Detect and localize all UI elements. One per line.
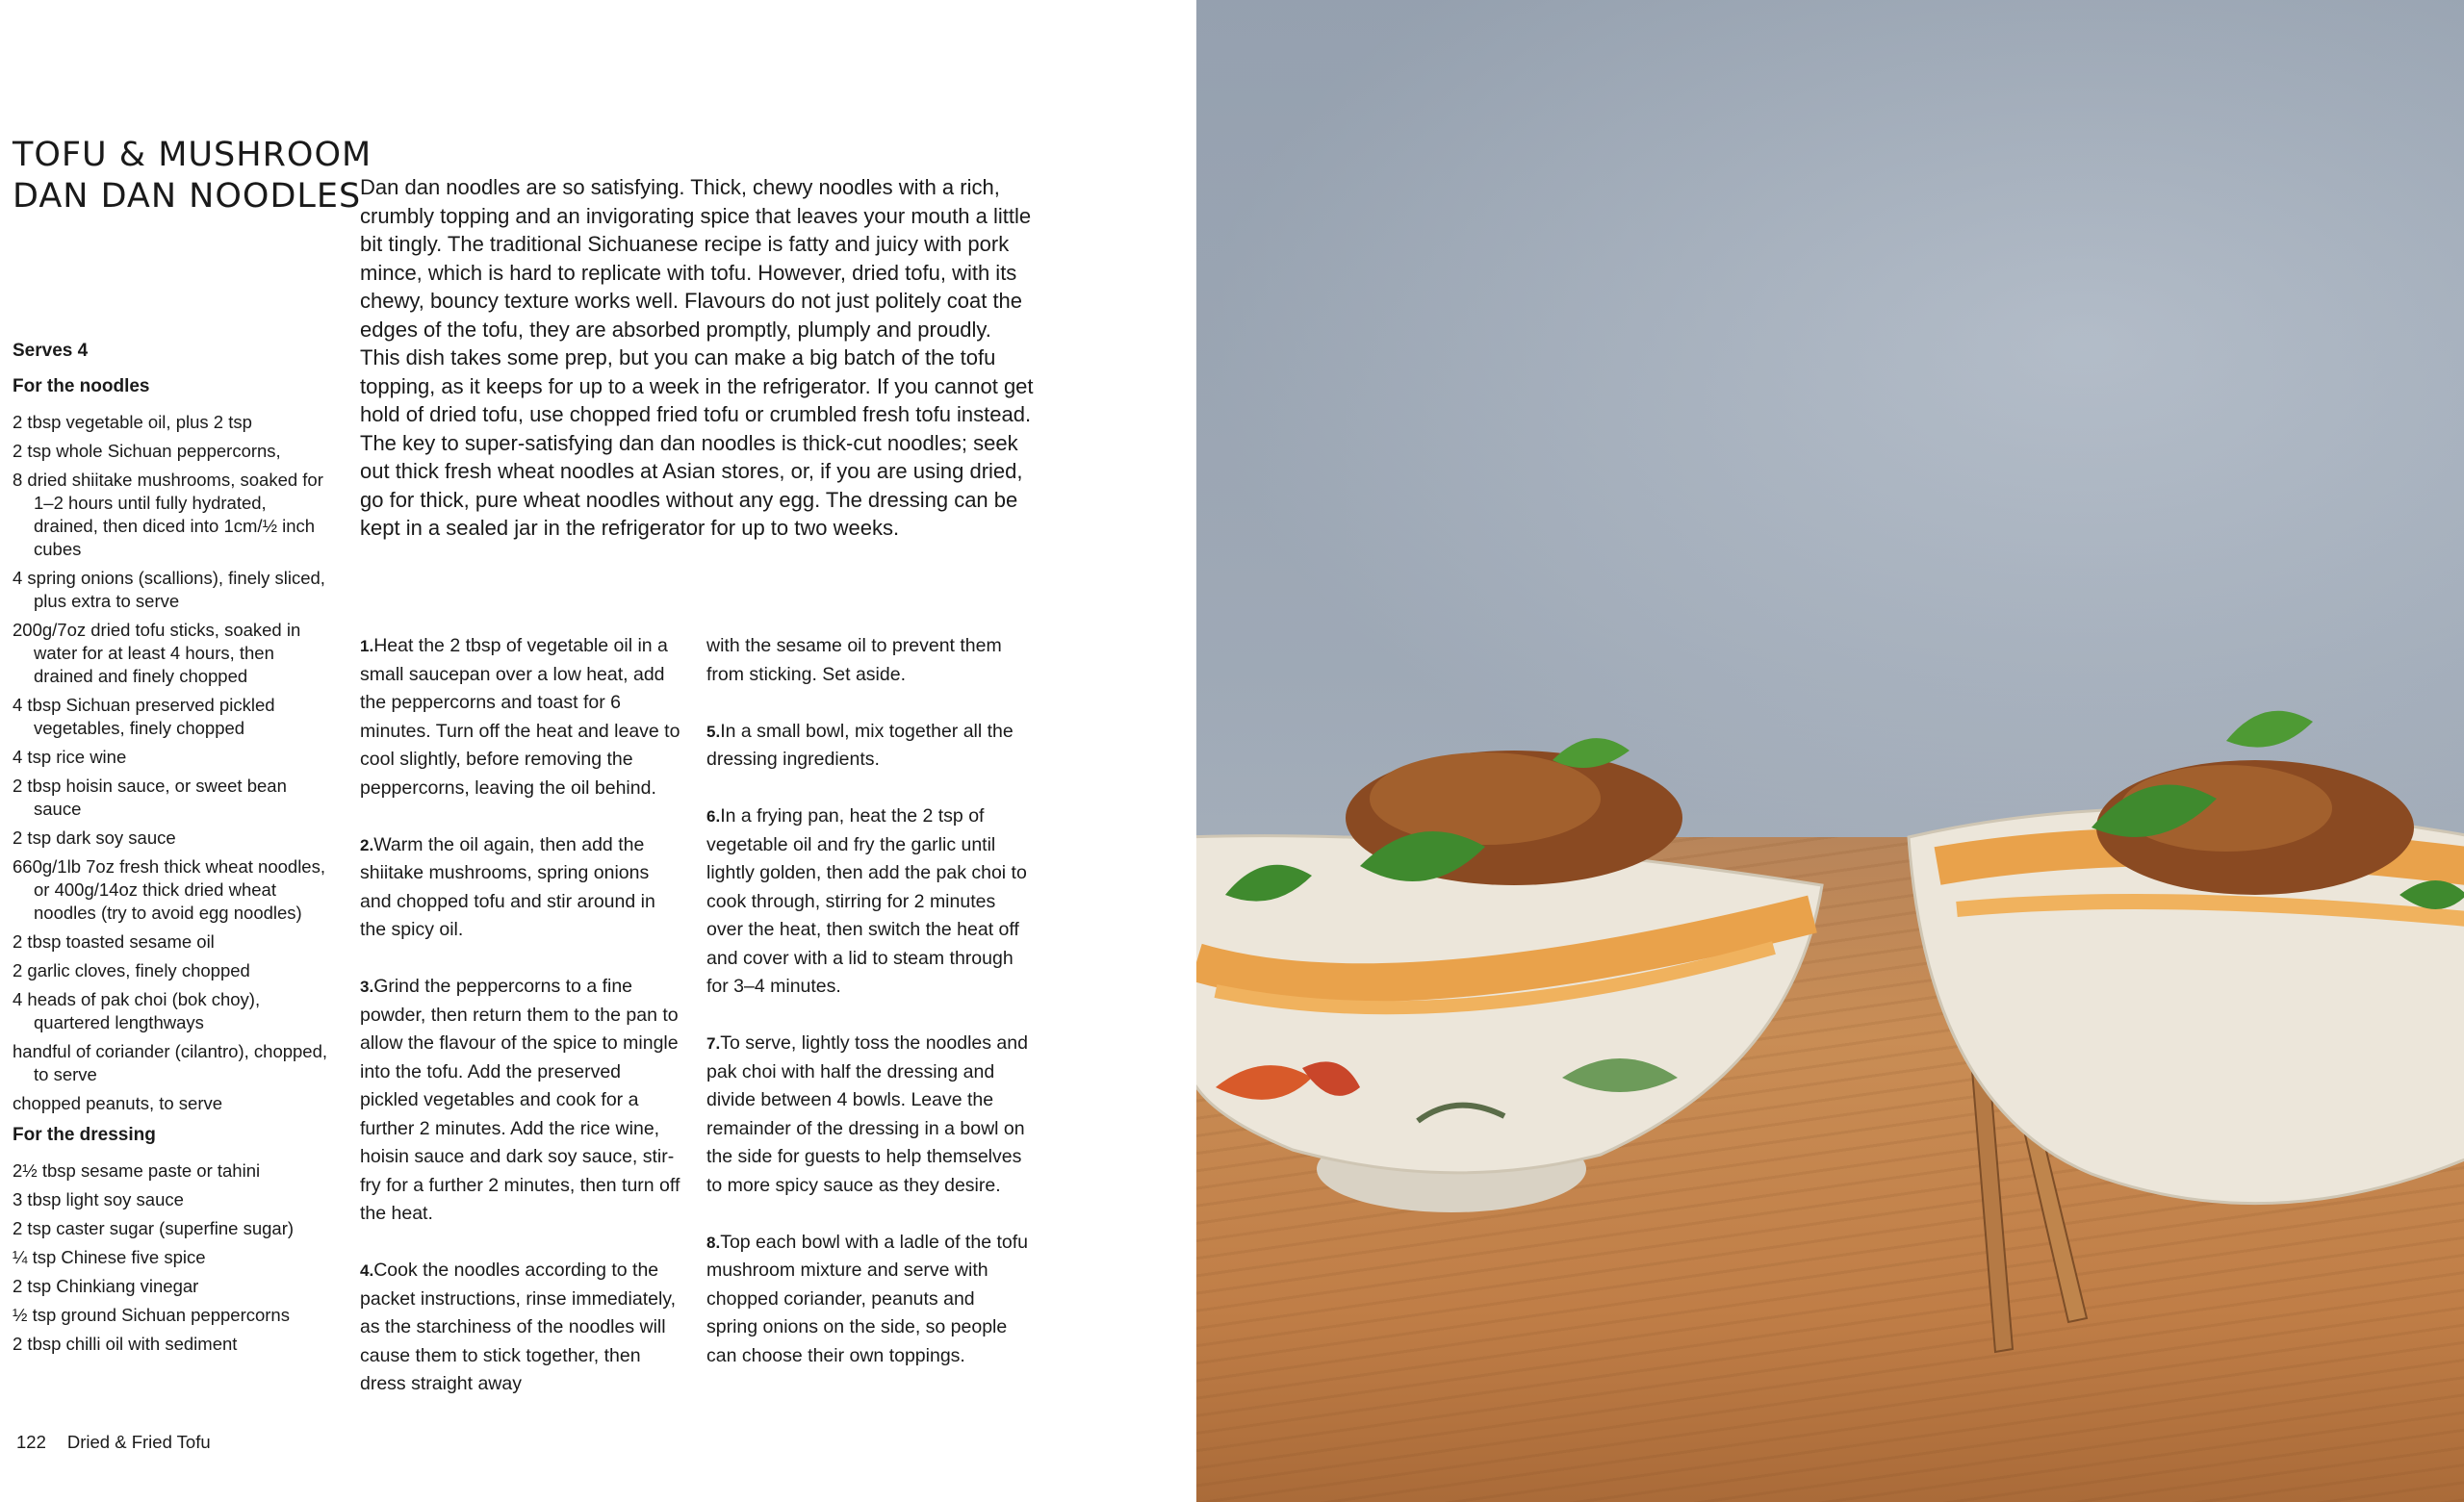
ingredient-item: 4 heads of pak choi (bok choy), quartered lengthways [13, 989, 261, 1032]
ingredient-item: 200g/7oz dried tofu sticks, soaked in water for at least 4 hours, then drained and finely chopped [13, 620, 301, 686]
method-step [360, 632, 682, 802]
step-number: 7. [706, 1034, 721, 1053]
ingredient-item: 2 garlic cloves, finely chopped [13, 960, 250, 980]
method-column-1 [360, 632, 682, 1427]
ingredient-item: 2 tbsp hoisin sauce, or sweet bean sauce [13, 776, 287, 819]
step-number: 5. [706, 722, 721, 741]
step-text: Warm the oil again, then add the shiitake mushrooms, spring onions and chopped tofu and stir around in the spicy oil. [360, 833, 655, 940]
step-number: 1. [360, 637, 374, 655]
method-step-continued [706, 632, 1029, 689]
title-line-1: TOFU & MUSHROOM [13, 136, 372, 174]
noodles-ingredient-list [13, 411, 330, 1115]
title-line-2: DAN DAN NOODLES [13, 177, 362, 216]
ingredient-item: 2 tsp dark soy sauce [13, 827, 176, 848]
ingredient-item: 3 tbsp light soy sauce [13, 1189, 184, 1209]
noodles-heading: For the noodles [13, 376, 150, 396]
method-step [706, 1030, 1029, 1200]
step-text: Top each bowl with a ladle of the tofu mushroom mixture and serve with chopped coriander, peanuts and spring onions on the side, so people can choose their own toppings. [706, 1231, 1028, 1366]
dressing-heading: For the dressing [13, 1125, 156, 1145]
step-text: Grind the peppercorns to a fine powder, then return them to the pan to allow the flavour of the spice to mingle into the tofu. Add the preserved pickled vegetables and cook for a further 2 minutes. Add the rice wine, hoisin sauce and dark soy sauce, stir-fry for a further 2 minutes, then turn off the heat. [360, 976, 680, 1224]
ingredient-item: chopped peanuts, to serve [13, 1093, 223, 1113]
dressing-ingredient-list [13, 1159, 330, 1356]
section-name: Dried & Fried Tofu [66, 1432, 211, 1452]
method-step [360, 831, 682, 945]
intro-paragraph: Dan dan noodles are so satisfying. Thick, chewy noodles with a rich, crumbly topping and an invigorating spice that leaves your mouth a little bit tingly. The traditional Sichuanese recipe is fatty and juicy with pork mince, which is hard to replicate with tofu. However, dried tofu, with its chewy, bouncy texture works well. Flavours do not just politely coat the edges of the tofu, they are absorbed promptly, plumply and proudly. This dish takes some prep, but you can make a big batch of the tofu topping, as it keeps for up to a week in the refrigerator. If you cannot get hold of dried tofu, use chopped fried tofu or crumbled fresh tofu instead. The key to super-satisfying dan dan noodles is thick-cut noodles; seek out thick fresh wheat noodles at Asian stores, or, if you are using dried, go for thick, pure wheat noodles without any egg. The dressing can be kept in a sealed jar in the refrigerator for up to two weeks. [360, 175, 1034, 540]
method-step [706, 1229, 1029, 1371]
ingredient-item: 2 tsp whole Sichuan peppercorns, [13, 441, 281, 461]
ingredient-item: 2 tsp caster sugar (superfine sugar) [13, 1218, 295, 1238]
recipe-title [13, 135, 372, 217]
method-step [706, 802, 1029, 1002]
serves-label: Serves 4 [13, 341, 89, 361]
ingredients-column [13, 340, 330, 1364]
left-bowl [1196, 738, 1822, 1212]
step-number: 2. [360, 835, 374, 854]
step-number: 6. [706, 807, 721, 826]
ingredient-item: 2 tbsp toasted sesame oil [13, 931, 215, 952]
step-text: with the sesame oil to prevent them from sticking. Set aside. [706, 635, 1002, 685]
dish-photo [1196, 0, 2464, 1502]
step-number: 3. [360, 978, 374, 996]
method-step [706, 718, 1029, 775]
step-number: 4. [360, 1261, 374, 1280]
bowls-illustration [1196, 0, 2464, 1502]
method-step [360, 973, 682, 1229]
ingredient-item: 4 spring onions (scallions), finely sliced, plus extra to serve [13, 568, 325, 611]
method-step [360, 1257, 682, 1399]
step-text: Heat the 2 tbsp of vegetable oil in a small saucepan over a low heat, add the peppercorns and toast for 6 minutes. Turn off the heat and leave to cool slightly, before removing the peppercorns, leaving the oil behind. [360, 635, 680, 799]
ingredient-item: 8 dried shiitake mushrooms, soaked for 1–2 hours until fully hydrated, drained, then diced into 1cm/½ inch cubes [13, 470, 323, 559]
method-column-2 [706, 632, 1029, 1399]
ingredient-item: 2 tsp Chinkiang vinegar [13, 1276, 199, 1296]
page-footer [16, 1432, 211, 1453]
page-number: 122 [16, 1432, 46, 1452]
ingredient-item: 2 tbsp chilli oil with sediment [13, 1334, 238, 1354]
ingredient-item: ¼ tsp Chinese five spice [13, 1247, 206, 1267]
step-text: Cook the noodles according to the packet instructions, rinse immediately, as the starchiness of the noodles will cause them to stick together, then dress straight away [360, 1260, 677, 1394]
ingredient-item: 2½ tbsp sesame paste or tahini [13, 1160, 261, 1181]
step-text: In a small bowl, mix together all the dressing ingredients. [706, 720, 1014, 770]
recipe-page [0, 0, 1196, 1502]
ingredient-item: 660g/1lb 7oz fresh thick wheat noodles, or 400g/14oz thick dried wheat noodles (try to avoid egg noodles) [13, 856, 325, 923]
ingredient-item: ½ tsp ground Sichuan peppercorns [13, 1305, 290, 1325]
ingredient-item: 4 tbsp Sichuan preserved pickled vegetables, finely chopped [13, 695, 275, 738]
ingredient-item: 4 tsp rice wine [13, 747, 127, 767]
step-text: In a frying pan, heat the 2 tsp of vegetable oil and fry the garlic until lightly golden, then add the pak choi to cook through, stirring for 2 minutes over the heat, then switch the heat off and cover with a lid to steam through for 3–4 minutes. [706, 805, 1027, 997]
step-number: 8. [706, 1233, 721, 1252]
ingredient-item: 2 tbsp vegetable oil, plus 2 tsp [13, 412, 252, 432]
ingredient-item: handful of coriander (cilantro), chopped, to serve [13, 1041, 328, 1084]
step-text: To serve, lightly toss the noodles and pak choi with half the dressing and divide between 4 bowls. Leave the remainder of the dressing in a bowl on the side for guests to help themselves to more spicy sauce as they desire. [706, 1032, 1028, 1196]
